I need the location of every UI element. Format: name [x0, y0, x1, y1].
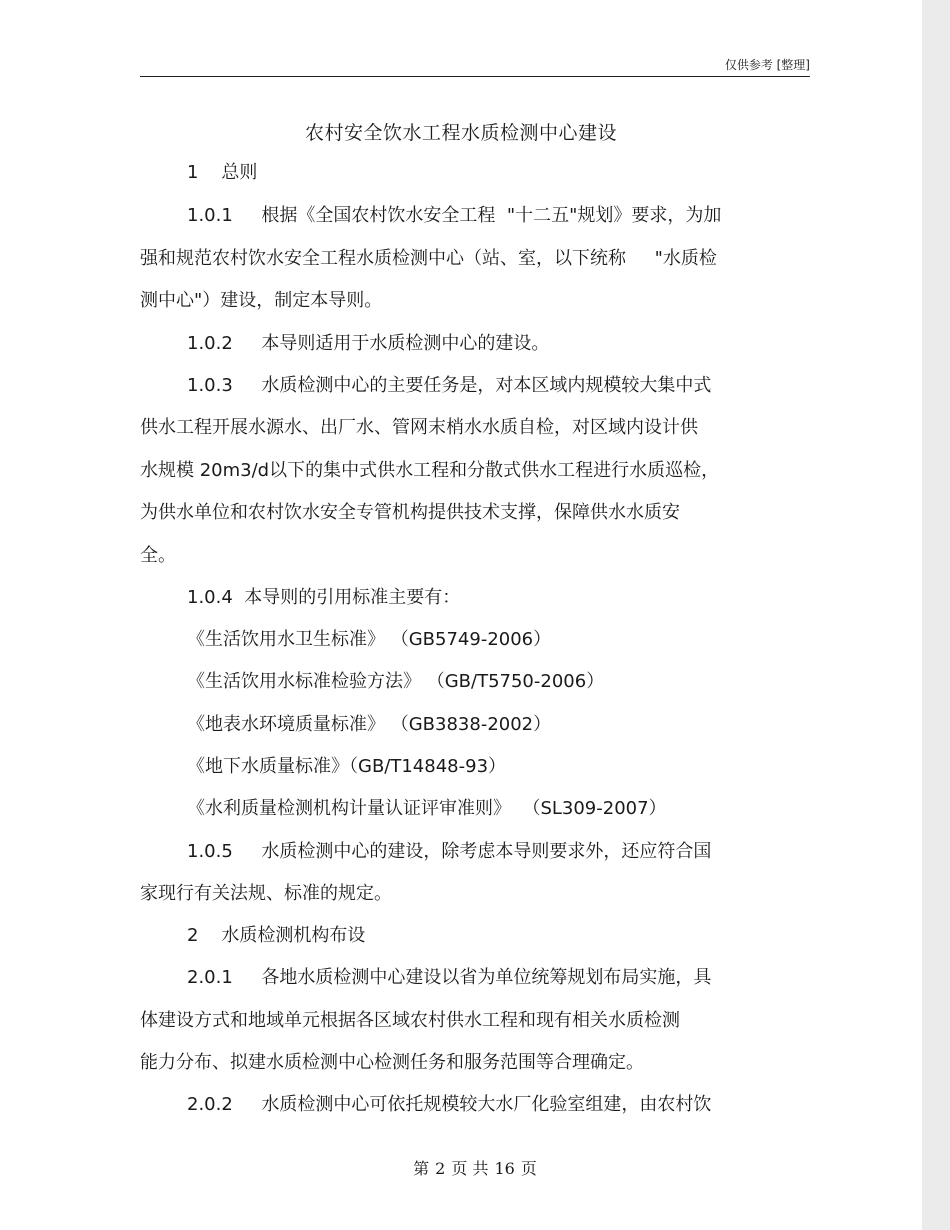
page-footer: [0, 1156, 950, 1179]
body-line: 水规模 20m3/d以下的集中式供水工程和分散式供水工程进行水质巡检，: [140, 460, 720, 481]
reference-line: 《地表水环境质量标准》 （GB3838-2002）: [187, 714, 552, 735]
footer-suffix: 页: [520, 1159, 537, 1178]
body-line: 体建设方式和地域单元根据各区域农村供水工程和现有相关水质检测: [140, 1010, 680, 1031]
body-line: 1.0.3 水质检测中心的主要任务是，对本区域内规模较大集中式: [187, 375, 712, 396]
body-line: 1 总则: [187, 162, 258, 183]
total-pages-number: 16: [494, 1159, 515, 1178]
document-title: 农村安全饮水工程水质检测中心建设: [304, 122, 617, 144]
body-line: 能力分布、拟建水质检测中心检测任务和服务范围等合理确定。: [140, 1052, 644, 1073]
reference-line: 《地下水质量标准》（GB/T14848-93）: [187, 756, 507, 777]
body-line: 2.0.1 各地水质检测中心建设以省为单位统筹规划布局实施，具: [187, 967, 712, 988]
body-line: 1.0.2 本导则适用于水质检测中心的建设。: [187, 333, 550, 354]
body-line: 供水工程开展水源水、出厂水、管网末梢水水质自检，对区域内设计供: [140, 417, 698, 438]
body-line: 1.0.4 本导则的引用标准主要有：: [187, 587, 461, 608]
body-line: 2.0.2 水质检测中心可依托规模较大水厂化验室组建，由农村饮: [187, 1094, 712, 1115]
reference-line: 《生活饮用水标准检验方法》 （GB/T5750-2006）: [187, 671, 605, 692]
body-line: 强和规范农村饮水安全工程水质检测中心（站、室，以下统称 "水质检: [140, 248, 717, 269]
reference-line: 《水利质量检测机构计量认证评审准则》 （SL309-2007）: [187, 798, 667, 819]
footer-prefix: 第: [413, 1159, 430, 1178]
body-line: 测中心"）建设，制定本导则。: [140, 290, 383, 311]
header-note: 仅供参考 [整理]: [724, 58, 810, 72]
body-line: 全。: [140, 545, 176, 566]
body-line: 家现行有关法规、标准的规定。: [140, 883, 392, 904]
header-rule: [140, 76, 810, 77]
body-line: 1.0.5 水质检测中心的建设，除考虑本导则要求外，还应符合国: [187, 841, 712, 862]
body-line: 1.0.1 根据《全国农村饮水安全工程 "十二五"规划》要求，为加: [187, 205, 722, 226]
body-line: 为供水单位和农村饮水安全专管机构提供技术支撑，保障供水水质安: [140, 502, 680, 523]
section-heading: 2 水质检测机构布设: [187, 925, 366, 946]
reference-line: 《生活饮用水卫生标准》 （GB5749-2006）: [187, 629, 552, 650]
current-page-number: 2: [435, 1159, 446, 1178]
footer-mid: 页 共: [451, 1159, 489, 1178]
